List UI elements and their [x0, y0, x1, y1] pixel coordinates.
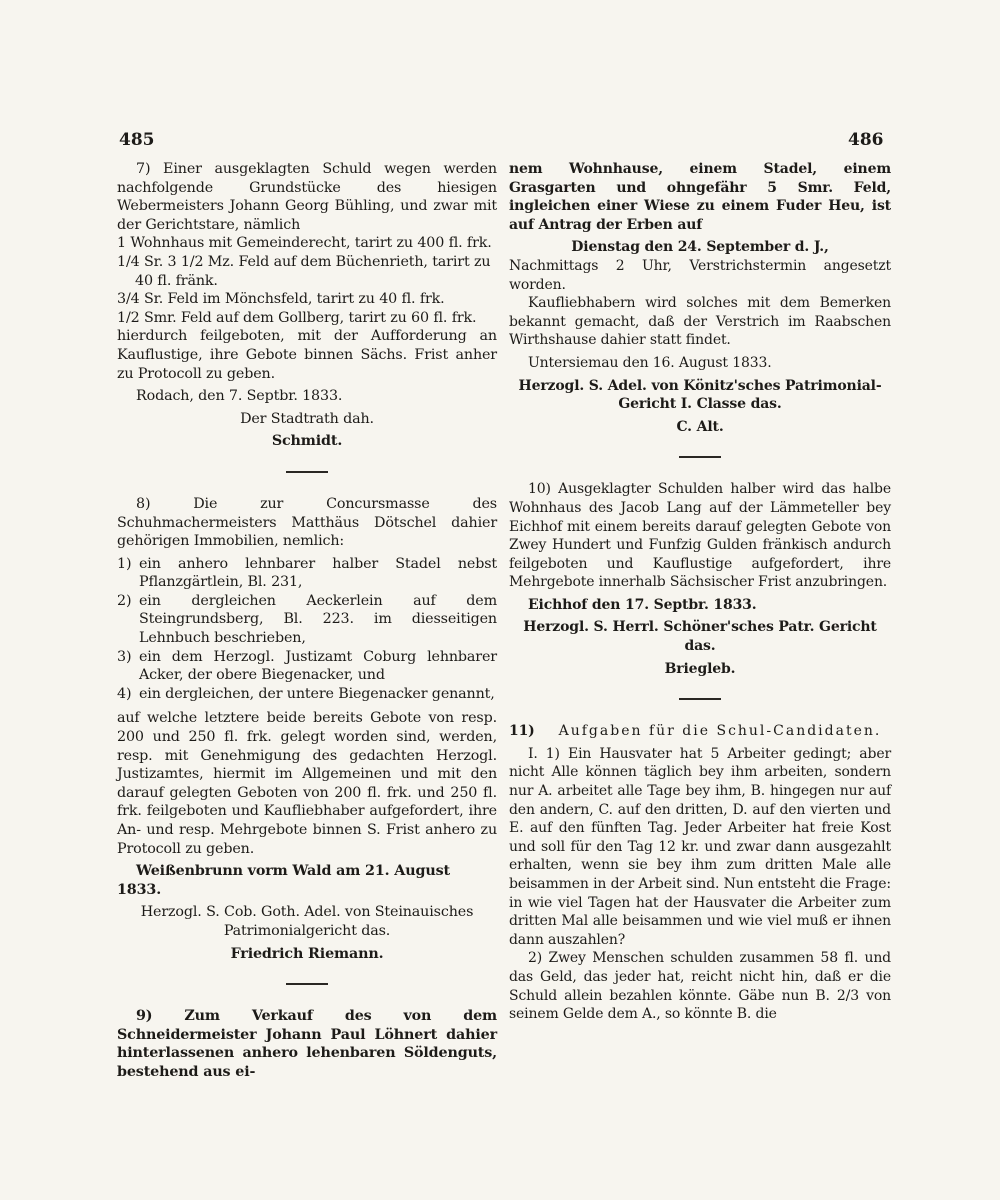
notice-8-item-number: 3): [117, 648, 132, 665]
notice-8-item-number: 4): [117, 685, 132, 702]
notice-10-place-date: Eichhof den 17. Septbr. 1833.: [528, 596, 757, 613]
notice-8-item-text: ein anhero lehnbarer halber Stadel nebst Pflanzgärtlein, Bl. 231,: [139, 555, 497, 591]
notice-7-item-2: 1/4 Sr. 3 1/2 Mz. Feld auf dem Büchenrieth, tarirt zu 40 fl. fränk.: [117, 253, 491, 289]
notice-8-item: [117, 648, 497, 685]
notice-8-item: [117, 592, 497, 648]
notice-9-body: Kaufliebhabern wird solches mit dem Bemerken bekannt gemacht, daß der Verstrich im Raabschen Wirthshause dahier statt findet.: [509, 295, 891, 349]
section-11-problem-1: I. 1) Ein Hausvater hat 5 Arbeiter gedingt; aber nicht Alle können täglich bey ihm arbeiten, sondern nur A. arbeitet alle Tage bey ihm, B. hingegen nur auf den andern, C. auf den dritten, D. auf den vierten und E. auf den fünften Tag. Jeder Arbeiter hat freie Kost und soll für den Tag 12 kr. und zwar dann ausgezahlt erhalten, wenn sie bey ihm zum dritten Male alle beisammen in der Arbeit sind. Nun entsteht die Frage: in wie viel Tagen hat der Hausvater die Arbeiter zum dritten Mal alle beisammen und wie viel muß er ihnen dann auszahlen?: [509, 745, 891, 948]
notice-9-date-line: Dienstag den 24. September d. J.,: [571, 239, 829, 256]
section-divider: [679, 698, 721, 700]
section-divider: [286, 471, 328, 473]
section-divider: [286, 983, 328, 985]
notice-9-place-date: Untersiemau den 16. August 1833.: [528, 354, 772, 371]
section-11-problem-2: 2) Zwey Menschen schulden zusammen 58 fl. und das Geld, das jeder hat, reicht nicht hin, daß er die Schuld allein bezahlen könnte. Gäbe nun B. 2/3 von seinem Gelde dem A., so könnte B. die: [509, 950, 891, 1023]
notice-7-body: hierdurch feilgeboten, mit der Aufforderung an Kauflustige, ihre Gebote binnen Sächs. Frist anher zu Protocoll zu geben.: [117, 328, 497, 382]
notice-8-body: auf welche letztere beide bereits Gebote von resp. 200 und 250 fl. frk. gelegt worden sind, werden, resp. mit Genehmigung des gedachten Herzogl. Justizamtes, hiermit im Allgemeinen und mit den darauf gelegten Geboten von 200 fl. frk. und 250 fl. frk. feilgeboten und Kaufliebhaber aufgefordert, ihre An- und resp. Mehrgebote binnen S. Frist anhero zu Protocoll zu geben.: [117, 710, 497, 857]
section-11-heading: [509, 722, 891, 741]
notice-8-signature: Friedrich Riemann.: [230, 945, 384, 962]
notice-7-item-4: 1/2 Smr. Feld auf dem Gollberg, tarirt zu 60 fl. frk.: [117, 309, 477, 326]
notice-8-intro: 8) Die zur Concursmasse des Schuhmachermeisters Matthäus Dötschel dahier gehörigen Immobilien, nemlich:: [117, 495, 497, 550]
notice-10-signature: Briegleb.: [664, 660, 736, 677]
notice-8-item: [117, 555, 497, 592]
notice-9-time-line: Nachmittags 2 Uhr, Verstrichstermin angesetzt worden.: [509, 257, 891, 293]
notice-7-authority: Der Stadtrath dah.: [240, 410, 374, 427]
section-11-title: Aufgaben für die Schul-Candidaten.: [558, 723, 882, 740]
right-column: [509, 160, 891, 1024]
notice-8-item-text: ein dergleichen, der untere Biegenacker genannt,: [139, 685, 495, 702]
notice-7-intro: 7) Einer ausgeklagten Schuld wegen werden nachfolgende Grundstücke des hiesigen Webermeisters Johann Georg Bühling, und zwar mit der Gerichtstare, nämlich: [117, 161, 497, 233]
notice-7-item-1: 1 Wohnhaus mit Gemeinderecht, tarirt zu 400 fl. frk.: [117, 235, 492, 252]
notice-7-place-date: Rodach, den 7. Septbr. 1833.: [136, 388, 343, 405]
notice-9-signature: C. Alt.: [676, 418, 724, 435]
notice-8-item-number: 2): [117, 592, 132, 609]
section-divider: [679, 456, 721, 458]
section-11-number: 11): [509, 723, 535, 740]
notice-9-continuation: nem Wohnhause, einem Stadel, einem Grasgarten und ohngefähr 5 Smr. Feld, ingleichen einer Wiese zu einem Fuder Heu, ist auf Antrag der Erben auf: [509, 161, 891, 233]
left-column: [117, 160, 497, 1082]
notice-7-signature: Schmidt.: [271, 433, 343, 450]
page-number-left: 485: [119, 130, 155, 150]
notice-8-item-text: ein dem Herzogl. Justizamt Coburg lehnbarer Acker, der obere Biegenacker, und: [139, 648, 497, 684]
notice-8-item: [117, 685, 497, 704]
notice-10-authority: Herzogl. S. Herrl. Schöner'sches Patr. Gericht das.: [523, 619, 877, 655]
notice-8-authority: Herzogl. S. Cob. Goth. Adel. von Steinauisches Patrimonialgericht das.: [140, 904, 474, 939]
page-number-right: 486: [848, 130, 884, 150]
notice-9-authority: Herzogl. S. Adel. von Könitz'sches Patrimonial-Gericht I. Classe das.: [518, 377, 882, 413]
notice-9-intro: 9) Zum Verkauf des von dem Schneidermeister Johann Paul Löhnert dahier hinterlassenen anhero lehenbaren Söldenguts, bestehend aus ei-: [117, 1008, 497, 1080]
notice-8-item-number: 1): [117, 555, 132, 572]
notice-10-text: 10) Ausgeklagter Schulden halber wird das halbe Wohnhaus des Jacob Lang auf der Lämmeteller bey Eichhof mit einem bereits darauf gelegten Gebote von Zwey Hundert und Funfzig Gulden fränkisch andurch feilgeboten und Kauflustige aufgefordert, ihre Mehrgebote innerhalb Sächsischer Frist anzubringen.: [509, 481, 891, 591]
notice-7-item-3: 3/4 Sr. Feld im Mönchsfeld, tarirt zu 40 fl. frk.: [117, 291, 445, 308]
notice-8-item-text: ein dergleichen Aeckerlein auf dem Steingrundsberg, Bl. 223. im diesseitigen Lehnbuch beschrieben,: [139, 592, 497, 647]
notice-8-place-date: Weißenbrunn vorm Wald am 21. August 1833.: [117, 863, 450, 898]
